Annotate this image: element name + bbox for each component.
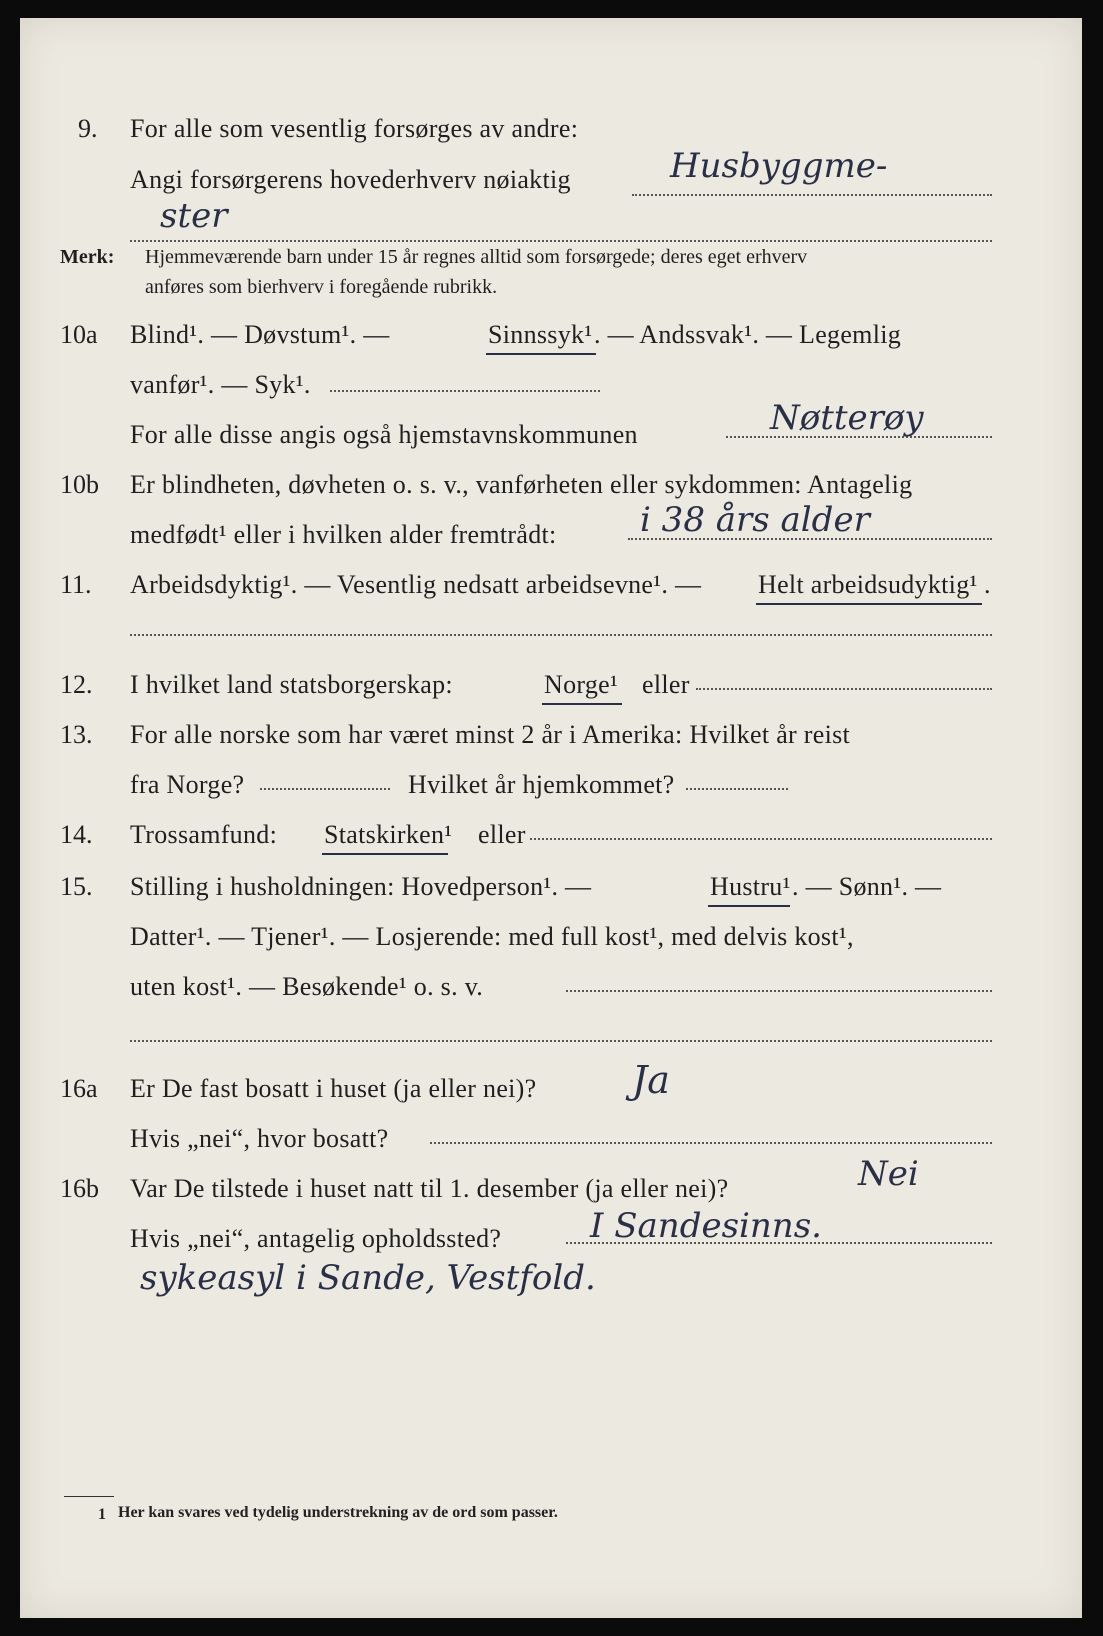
q15-line1-end: . — Sønn¹. — (792, 872, 942, 901)
q16a-answer-handwriting: Ja (632, 1058, 670, 1102)
q13-hjemkommet-line (686, 788, 788, 790)
q12-line1-end: eller (642, 670, 690, 699)
footnote-text: Her kan svares ved tydelig understrekning av de ord som passer. (118, 1504, 558, 1521)
merk-text-line2: anføres som bierhverv i foregående rubrikk. (145, 276, 498, 298)
q15-number: 15. (60, 872, 93, 901)
q16a-line1: Er De fast bosatt i huset (ja eller nei)? (130, 1074, 537, 1103)
q11-line1-end: . (984, 570, 991, 599)
q12-norge-underline (542, 703, 622, 705)
q10a-line1-end: . — Andssvak¹. — Legemlig (594, 320, 902, 349)
q15-answer-line2 (130, 1040, 992, 1042)
footnote-rule (64, 1496, 114, 1497)
q15-option-hustru: Hustru¹ (710, 872, 791, 901)
q11-line1-start: Arbeidsdyktig¹. — Vesentlig nedsatt arbeidsevne¹. — (130, 570, 702, 599)
q10b-line1: Er blindheten, døvheten o. s. v., vanførheten eller sykdommen: Antagelig (130, 470, 913, 499)
q13-line2-end: Hvilket år hjemkommet? (408, 770, 675, 799)
q13-number: 13. (60, 720, 93, 749)
q10b-line2: medfødt¹ eller i hvilken alder fremtrådt: (130, 520, 557, 549)
q16a-line2: Hvis „nei“, hvor bosatt? (130, 1124, 389, 1153)
q11-number: 11. (60, 570, 92, 599)
q14-number: 14. (60, 820, 93, 849)
q9-answer-handwriting-cont: ster (160, 196, 228, 236)
q16b-answer2-handwriting: I Sandesinns. (590, 1206, 822, 1246)
q16b-line2: Hvis „nei“, antagelig opholdssted? (130, 1224, 502, 1253)
q13-reist-line (260, 788, 390, 790)
q13-line1: For alle norske som har været minst 2 år i Amerika: Hvilket år reist (130, 720, 851, 749)
q16b-number: 16b (60, 1174, 99, 1203)
footnote-mark: 1 (98, 1506, 106, 1523)
q14-option-statskirken: Statskirken¹ (324, 820, 453, 849)
q16b-answer-handwriting: Nei (858, 1154, 919, 1194)
q15-line2: Datter¹. — Tjener¹. — Losjerende: med full kost¹, med delvis kost¹, (130, 922, 854, 951)
q10a-answer-handwriting: Nøtterøy (770, 398, 924, 438)
merk-text-line1: Hjemmeværende barn under 15 år regnes alltid som forsørgede; deres eget erhverv (145, 246, 808, 268)
q16b-answer2-handwriting-cont: sykeasyl i Sande, Vestfold. (140, 1258, 596, 1298)
q16b-line1: Var De tilstede i huset natt til 1. desember (ja eller nei)? (130, 1174, 729, 1203)
q14-line1-end: eller (478, 820, 526, 849)
q13-line2-start: fra Norge? (130, 770, 245, 799)
q10a-line3: For alle disse angis også hjemstavnskommunen (130, 420, 638, 449)
q10a-syk-line (330, 390, 600, 392)
q9-question-line2: Angi forsørgerens hovederhverv nøiaktig (130, 165, 571, 194)
q10a-sinnssyk-underline (486, 353, 596, 355)
merk-label: Merk: (60, 246, 115, 268)
q12-answer-line (696, 688, 992, 690)
q9-answer-handwriting: Husbyggme- (670, 146, 888, 186)
q14-answer-line (530, 838, 992, 840)
q10a-line1-start: Blind¹. — Døvstum¹. — (130, 320, 390, 349)
q15-line1-start: Stilling i husholdningen: Hovedperson¹. — (130, 872, 592, 901)
q11-option-helt-arbeidsudyktig: Helt arbeidsudyktig¹ (758, 570, 978, 599)
q12-number: 12. (60, 670, 93, 699)
q9-question-line1: For alle som vesentlig forsørges av andre: (130, 114, 579, 143)
q16a-answer-line (430, 1142, 992, 1144)
q12-line1-start: I hvilket land statsborgerskap: (130, 670, 453, 699)
q10b-answer-handwriting: i 38 års alder (640, 500, 870, 540)
q9-number: 9. (78, 114, 98, 143)
q11-answer-line (130, 634, 992, 636)
q10a-option-sinnssyk: Sinnssyk¹ (488, 320, 593, 349)
q10a-line2: vanfør¹. — Syk¹. (130, 370, 311, 399)
q11-underline (756, 603, 982, 605)
census-form-sheet (20, 18, 1082, 1618)
q14-underline (322, 853, 448, 855)
q9-answer-line2 (130, 240, 992, 242)
q15-line3: uten kost¹. — Besøkende¹ o. s. v. (130, 972, 484, 1001)
q9-answer-line (632, 194, 992, 196)
q15-answer-line (566, 990, 992, 992)
q15-hustru-underline (708, 905, 790, 907)
q10b-number: 10b (60, 470, 99, 499)
q16a-number: 16a (60, 1074, 98, 1103)
q14-line1-start: Trossamfund: (130, 820, 278, 849)
q10a-number: 10a (60, 320, 98, 349)
q12-option-norge: Norge¹ (544, 670, 619, 699)
